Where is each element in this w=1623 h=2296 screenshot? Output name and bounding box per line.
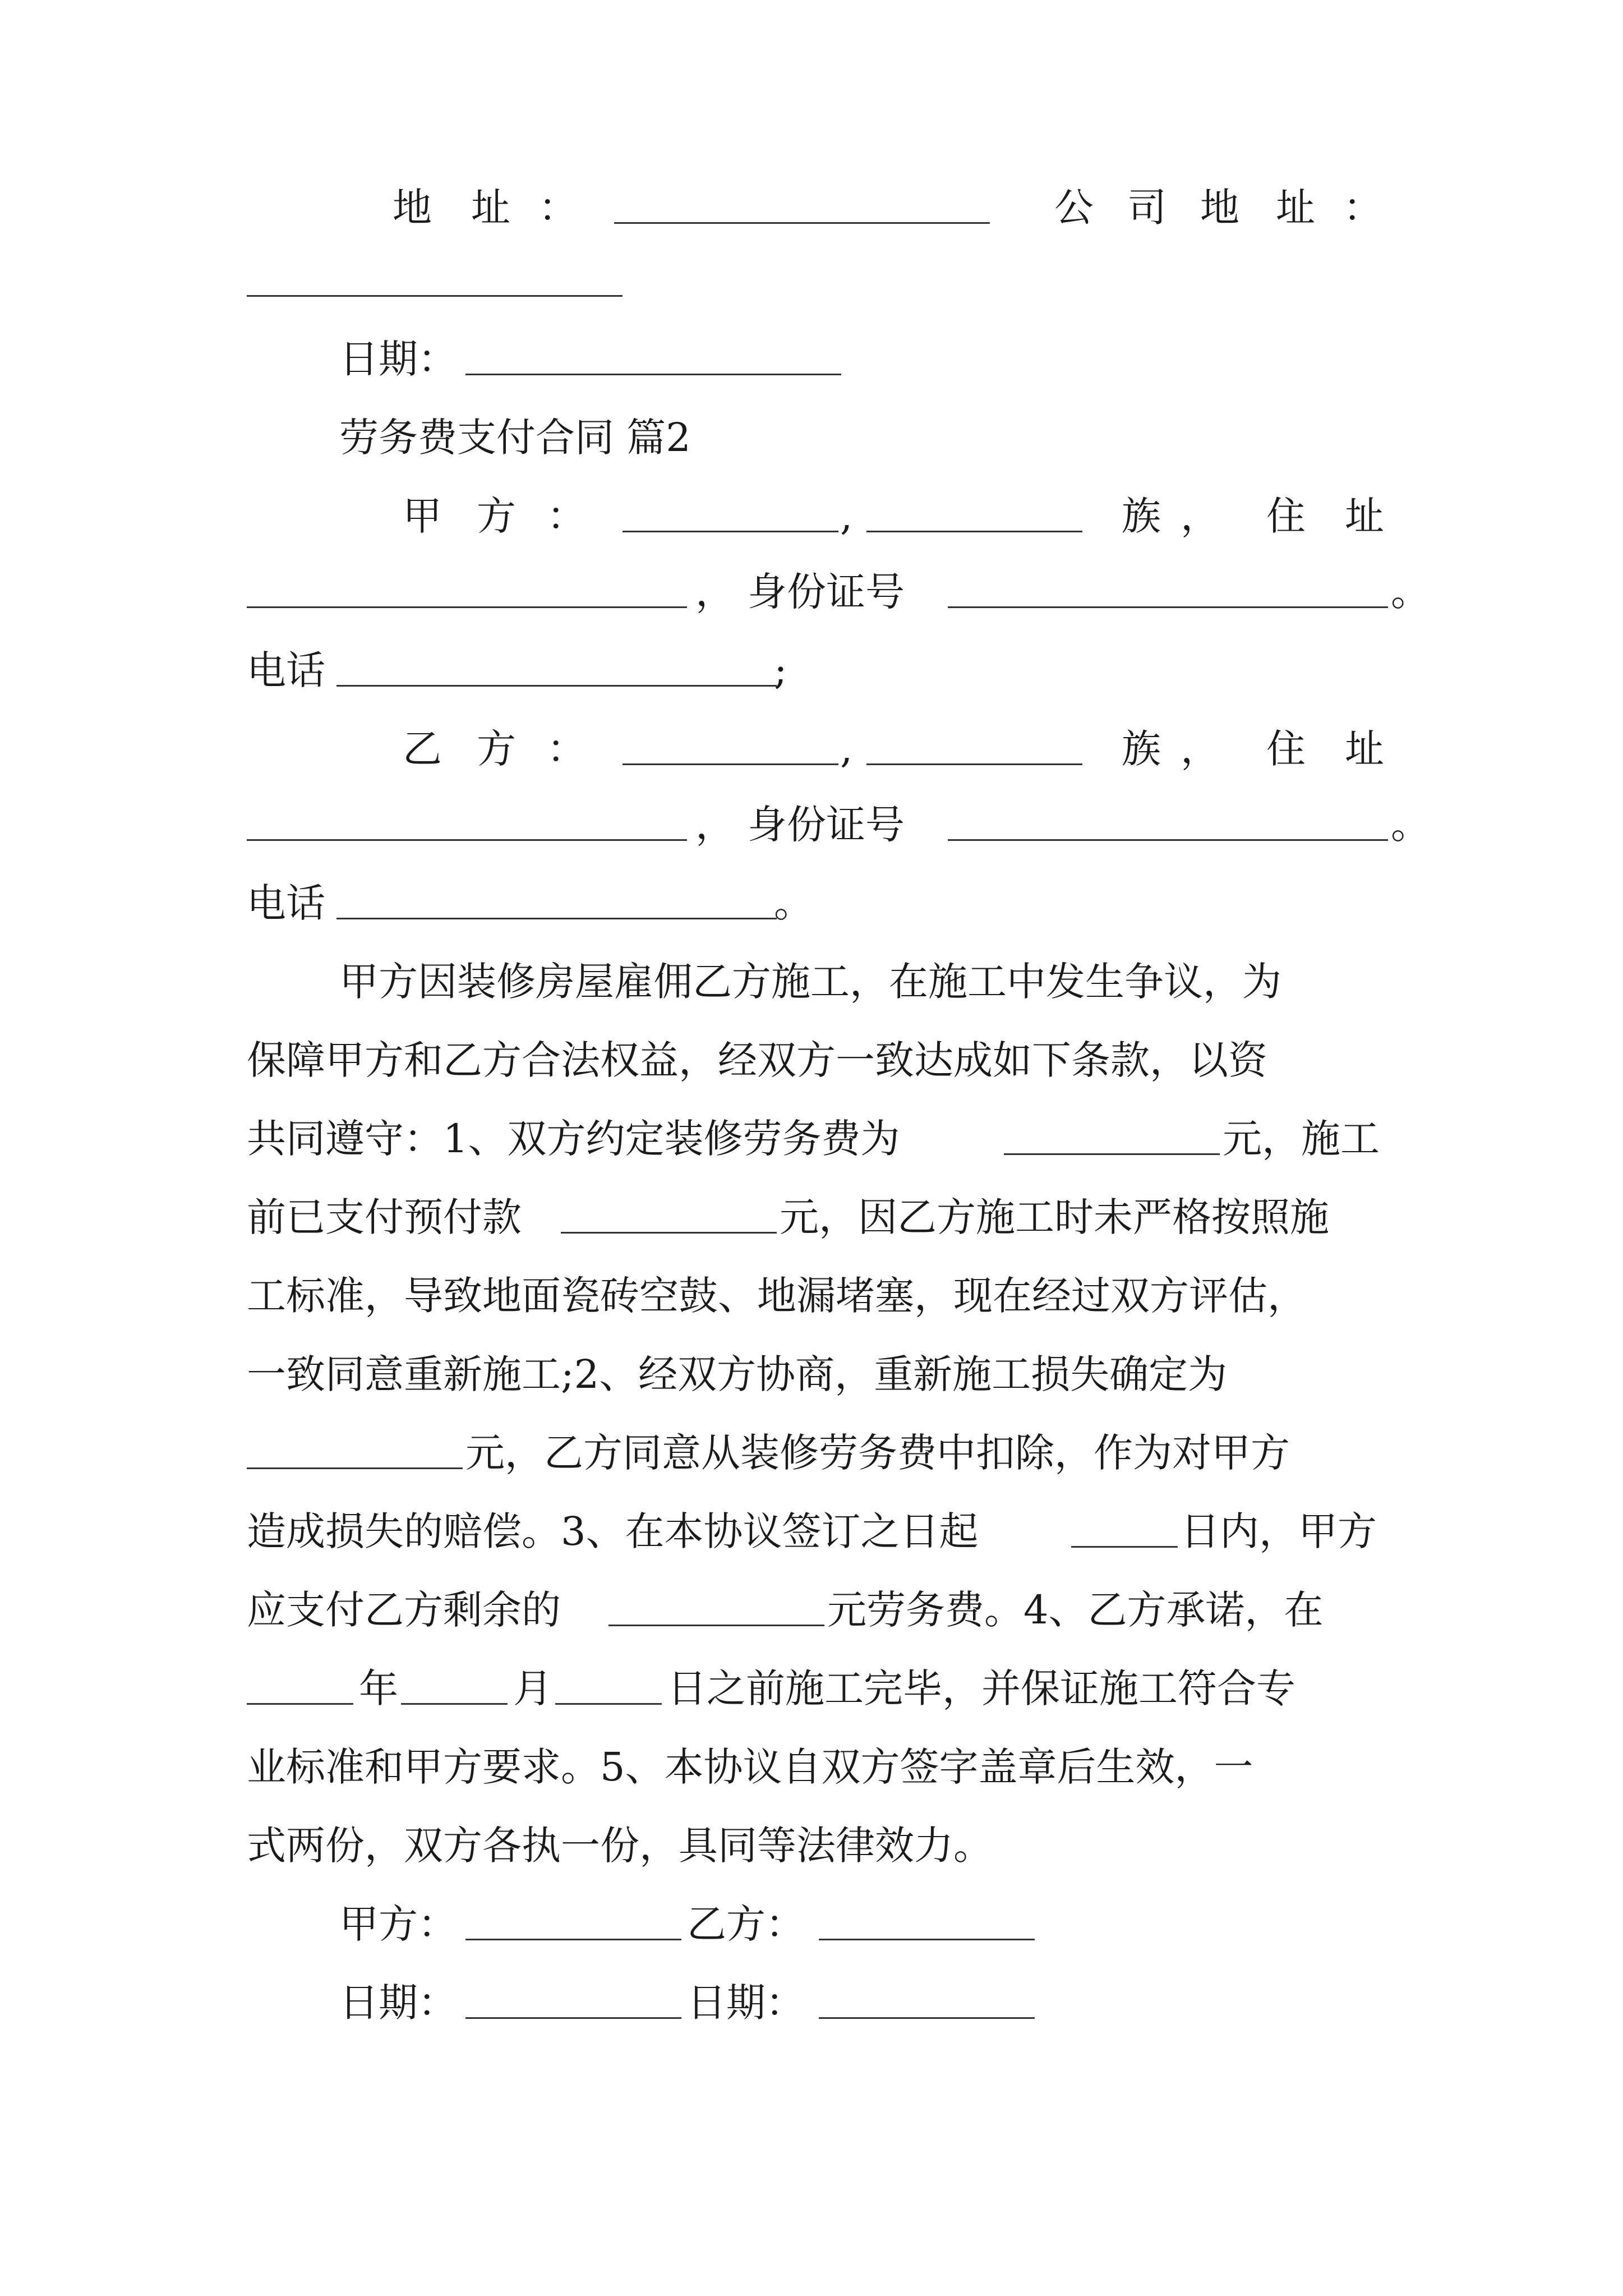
line-text: 年 (359, 1665, 398, 1711)
line-text: 元，因乙方施工时未严格按照施 (780, 1194, 1329, 1240)
line-text: 共同遵守：1、双方约定装修劳务费为 (247, 1116, 900, 1162)
fill-in-blank (336, 918, 777, 919)
fill-in-blank (555, 1703, 662, 1705)
line-text: , (840, 493, 853, 539)
line-text: 地 (393, 185, 432, 231)
line-text: ， (1181, 493, 1220, 539)
fill-in-blank (614, 222, 990, 224)
text-line (0, 1021, 1623, 1099)
line-text: 身份证号 (748, 802, 905, 848)
line-text: 。 (1391, 802, 1430, 848)
fill-in-blank (608, 1625, 824, 1626)
fill-in-blank (1071, 1546, 1178, 1548)
text-line (0, 710, 1623, 788)
fill-in-blank (465, 2017, 681, 2019)
line-text: 址 (1345, 493, 1384, 539)
text-line (0, 1649, 1623, 1728)
line-text: 日之前施工完毕，并保证施工符合专 (667, 1665, 1295, 1711)
line-text: , (840, 726, 853, 772)
line-text: 劳务费支付合同 篇2 (339, 415, 691, 461)
line-text: 甲方： (339, 1901, 457, 1947)
line-text: 元，乙方同意从装修劳务费中扣除，作为对甲方 (465, 1430, 1290, 1476)
line-text: 元，施工 (1223, 1116, 1380, 1162)
line-text: 族 (1122, 726, 1161, 772)
line-text: 月 (513, 1665, 552, 1711)
line-text: 乙 (403, 726, 442, 772)
fill-in-blank (948, 606, 1388, 608)
text-line (0, 1099, 1623, 1178)
fill-in-blank (866, 763, 1082, 765)
text-line (0, 864, 1623, 942)
text-line (0, 168, 1623, 247)
line-text: 司 (1127, 185, 1166, 231)
line-text: 族 (1122, 493, 1161, 539)
text-line (0, 1492, 1623, 1571)
line-text: 址 (471, 185, 510, 231)
line-text: ： (538, 185, 578, 231)
line-text: ， (1181, 726, 1220, 772)
text-line (0, 1414, 1623, 1492)
line-text: 址 (1345, 726, 1384, 772)
line-text: 方 (477, 726, 516, 772)
fill-in-blank (866, 531, 1082, 532)
line-text: 地 (1200, 185, 1239, 231)
fill-in-blank (465, 1939, 681, 1940)
text-line (0, 1178, 1623, 1257)
text-line (0, 785, 1623, 864)
text-line (0, 477, 1623, 555)
fill-in-blank (1004, 1153, 1220, 1155)
text-line (0, 320, 1623, 398)
line-text: ; (774, 647, 787, 693)
line-text: 工标准，导致地面瓷砖空鼓、地漏堵塞，现在经过双方评估， (247, 1273, 1307, 1319)
line-text: 前已支付预付款 (247, 1194, 522, 1240)
fill-in-blank (247, 606, 687, 608)
fill-in-blank (401, 1703, 508, 1705)
fill-in-blank (948, 839, 1388, 841)
line-text: 身份证号 (748, 569, 905, 615)
text-line (0, 241, 1623, 320)
line-text: 业标准和甲方要求。5、本协议自双方签字盖章后生效，一 (247, 1744, 1253, 1790)
line-text: 造成损失的赔偿。3、在本协议签订之日起 (247, 1508, 979, 1554)
text-line (0, 631, 1623, 710)
line-text: ， (695, 569, 735, 615)
line-text: 公 (1054, 185, 1094, 231)
text-line (0, 1335, 1623, 1414)
line-text: 日期： (339, 1980, 457, 2026)
line-text: 址 (1276, 185, 1315, 231)
fill-in-blank (247, 839, 687, 841)
fill-in-blank (623, 531, 838, 532)
text-line (0, 1963, 1623, 2042)
fill-in-blank (247, 295, 623, 297)
line-text: 电话 (247, 647, 325, 693)
line-text: 甲方因装修房屋雇佣乙方施工，在施工中发生争议，为 (339, 959, 1281, 1005)
fill-in-blank (819, 1939, 1035, 1940)
line-text: 住 (1266, 726, 1306, 772)
line-text: 甲 (403, 493, 442, 539)
line-text: 方 (477, 493, 516, 539)
text-line (0, 1885, 1623, 1963)
text-line (0, 942, 1623, 1021)
text-line (0, 1728, 1623, 1806)
fill-in-blank (561, 1232, 777, 1234)
line-text: ： (547, 726, 586, 772)
line-text: 乙方： (687, 1901, 805, 1947)
line-text: 式两份，双方各执一份，具同等法律效力。 (247, 1823, 993, 1869)
line-text: 一致同意重新施工;2、经双方协商，重新施工损失确定为 (247, 1351, 1228, 1397)
fill-in-blank (623, 763, 838, 765)
fill-in-blank (819, 2017, 1035, 2019)
line-text: 。 (774, 880, 813, 926)
line-text: 日内，甲方 (1181, 1508, 1377, 1554)
line-text: 日期： (339, 336, 457, 382)
text-line (0, 1806, 1623, 1885)
text-line (0, 553, 1623, 631)
line-text: 元劳务费。4、乙方承诺，在 (827, 1587, 1324, 1633)
line-text: 日期： (687, 1980, 805, 2026)
line-text: 住 (1266, 493, 1306, 539)
fill-in-blank (336, 685, 777, 687)
fill-in-blank (465, 374, 841, 375)
fill-in-blank (247, 1703, 353, 1705)
text-line (0, 1571, 1623, 1649)
line-text: ， (695, 802, 735, 848)
line-text: 保障甲方和乙方合法权益，经双方一致达成如下条款，以资 (247, 1037, 1267, 1083)
fill-in-blank (247, 1467, 463, 1469)
text-line (0, 398, 1623, 477)
text-line (0, 1257, 1623, 1335)
line-text: ： (547, 493, 586, 539)
line-text: 应支付乙方剩余的 (247, 1587, 561, 1633)
line-text: 。 (1391, 569, 1430, 615)
line-text: 电话 (247, 880, 325, 926)
line-text: ： (1343, 185, 1382, 231)
